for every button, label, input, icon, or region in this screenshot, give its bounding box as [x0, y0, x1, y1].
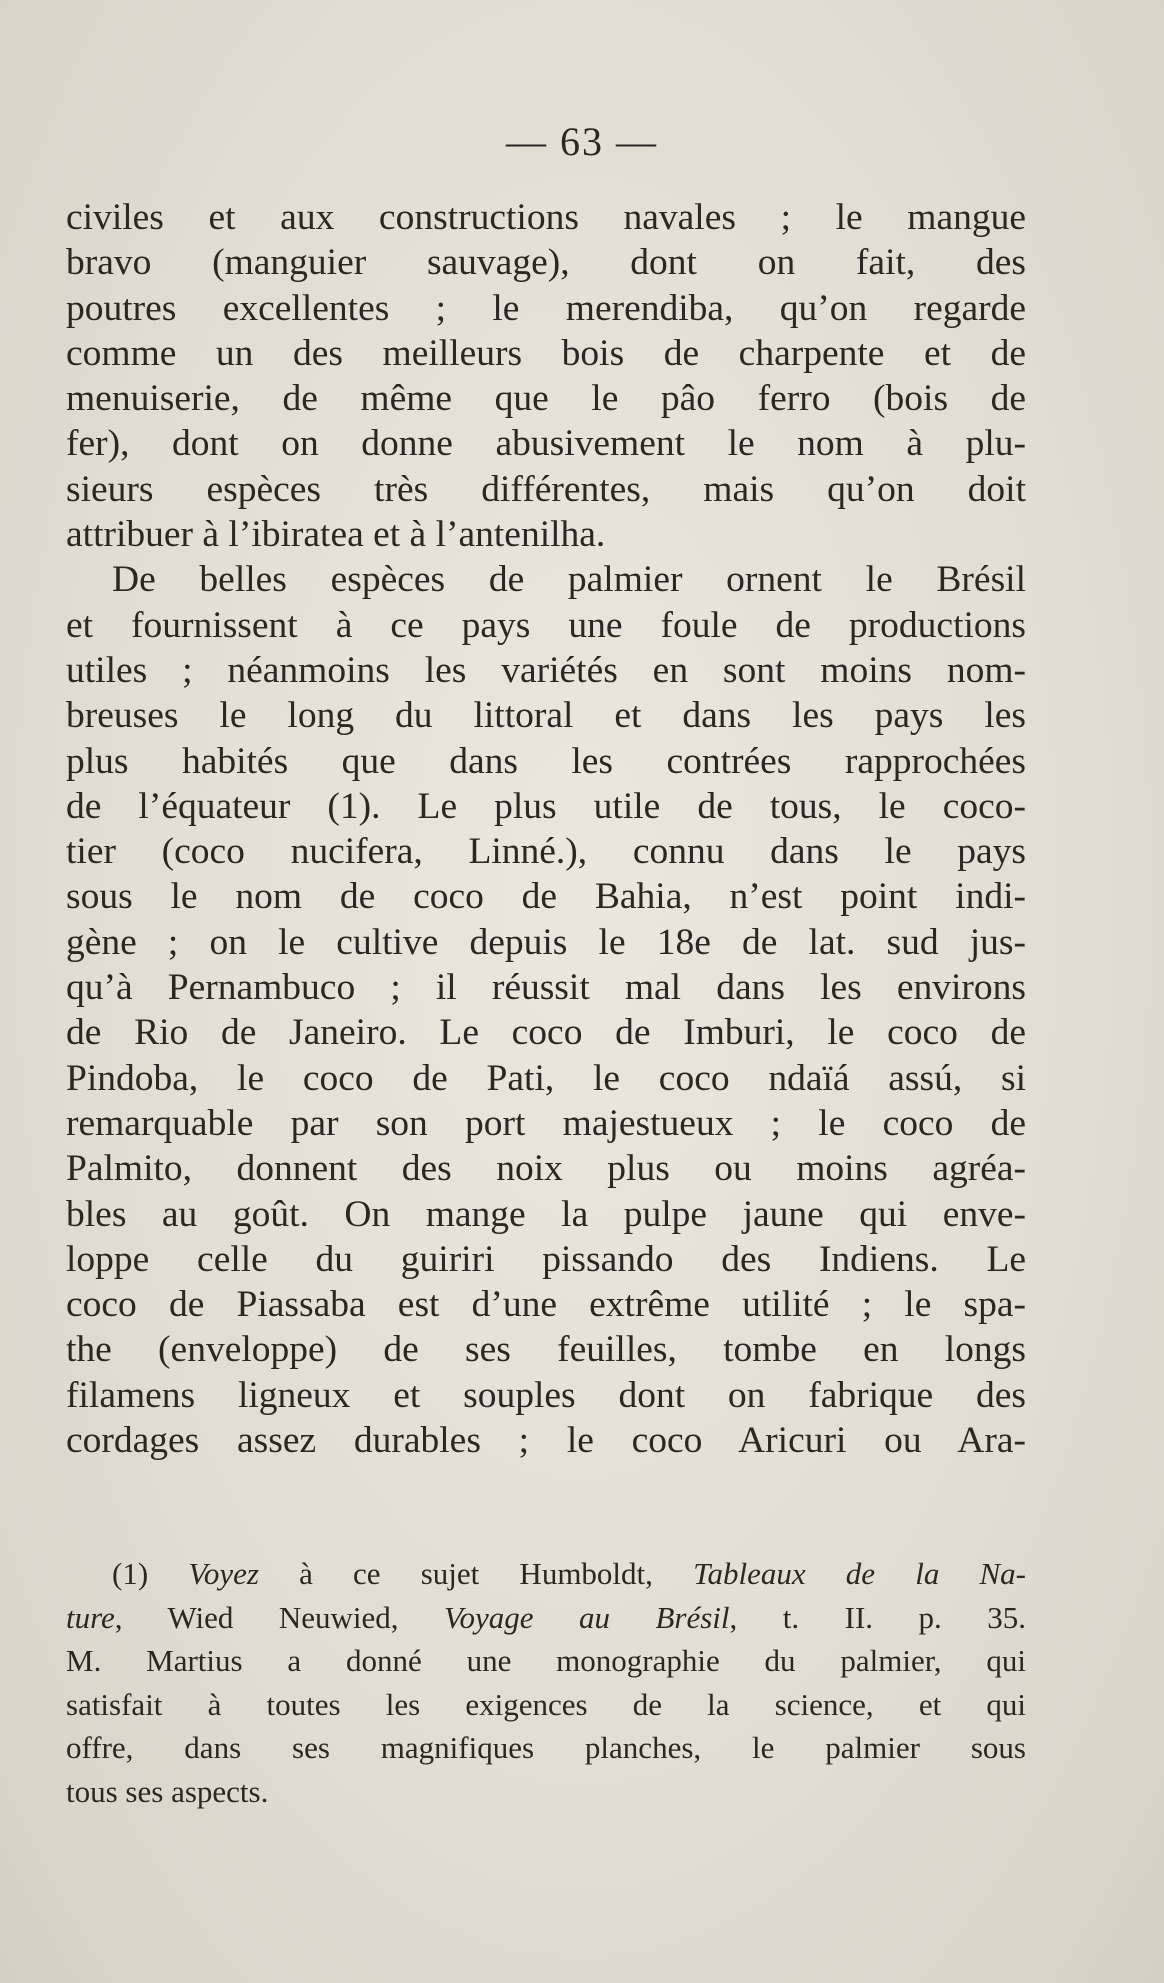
footnote-italic: Tableaux de la Na-: [693, 1556, 1026, 1591]
text-line: bles au goût. On mange la pulpe jaune qui enve-: [66, 1193, 1026, 1235]
main-text-block: [66, 195, 1026, 1463]
text-line: loppe celle du guiriri pissando des Indiens. Le: [66, 1238, 1026, 1280]
text-line: sous le nom de coco de Bahia, n’est point indi-: [66, 876, 1026, 918]
text-line: cordages assez durables ; le coco Aricuri ou Ara-: [66, 1420, 1026, 1462]
footnote-line: tous ses aspects.: [66, 1773, 269, 1809]
text-line: de l’équateur (1). Le plus utile de tous, le coco-: [66, 785, 1026, 827]
footnote-text: , Wied Neuwied,: [114, 1599, 444, 1635]
footnote-block: [66, 1552, 1026, 1813]
footnote-text: à ce sujet Humboldt,: [258, 1556, 694, 1591]
text-line: fer), dont on donne abusivement le nom à plu-: [66, 423, 1026, 465]
footnote-italic: Voyage au Brésil: [444, 1599, 730, 1635]
text-line: civiles et aux constructions navales ; le mangue: [66, 197, 1026, 238]
text-line: et fournissent à ce pays une foule de productions: [66, 604, 1026, 646]
footnote-line: [66, 1552, 1026, 1596]
text-line: remarquable par son port majestueux ; le coco de: [66, 1102, 1026, 1144]
text-line: plus habités que dans les contrées rapprochées: [66, 740, 1026, 782]
text-line: bravo (manguier sauvage), dont on fait, des: [66, 242, 1026, 284]
text-line: De belles espèces de palmier ornent le Brésil: [112, 559, 1026, 601]
text-line: gène ; on le cultive depuis le 18e de lat. sud jus-: [66, 921, 1026, 963]
text-line: tier (coco nucifera, Linné.), connu dans le pays: [66, 831, 1026, 873]
footnote-line: offre, dans ses magnifiques planches, le palmier sous: [66, 1730, 1026, 1765]
text-line: de Rio de Janeiro. Le coco de Imburi, le coco de: [66, 1012, 1026, 1054]
text-line: coco de Piassaba est d’une extrême utilité ; le spa-: [66, 1284, 1026, 1326]
text-line: poutres excellentes ; le merendiba, qu’on regarde: [66, 287, 1026, 329]
text-line: comme un des meilleurs bois de charpente et de: [66, 332, 1026, 374]
footnote-line: M. Martius a donné une monographie du palmier, qui: [66, 1643, 1026, 1678]
footnote-line: [66, 1596, 1026, 1640]
footnote-marker: (1): [112, 1556, 189, 1591]
text-line: the (enveloppe) de ses feuilles, tombe en longs: [66, 1329, 1026, 1371]
text-line: menuiserie, de même que le pâo ferro (bois de: [66, 378, 1026, 420]
page-number: — 63 —: [506, 119, 658, 164]
text-line: filamens ligneux et souples dont on fabrique des: [66, 1374, 1026, 1416]
text-line: Pindoba, le coco de Pati, le coco ndaïá assú, si: [66, 1057, 1026, 1099]
text-line: breuses le long du littoral et dans les pays les: [66, 695, 1026, 737]
text-line: Palmito, donnent des noix plus ou moins agréa-: [66, 1148, 1026, 1190]
text-line: qu’à Pernambuco ; il réussit mal dans les environs: [66, 967, 1026, 1009]
footnote-italic: ture: [66, 1599, 115, 1635]
footnote-text: , t. II. p. 35.: [729, 1599, 1026, 1635]
text-line: sieurs espèces très différentes, mais qu’on doit: [66, 468, 1026, 510]
footnote-line: satisfait à toutes les exigences de la science, et qui: [66, 1686, 1026, 1722]
text-line: utiles ; néanmoins les variétés en sont moins nom-: [66, 649, 1026, 691]
text-line: attribuer à l’ibiratea et à l’antenilha.: [66, 514, 606, 556]
footnote-italic: Voyez: [188, 1556, 259, 1591]
